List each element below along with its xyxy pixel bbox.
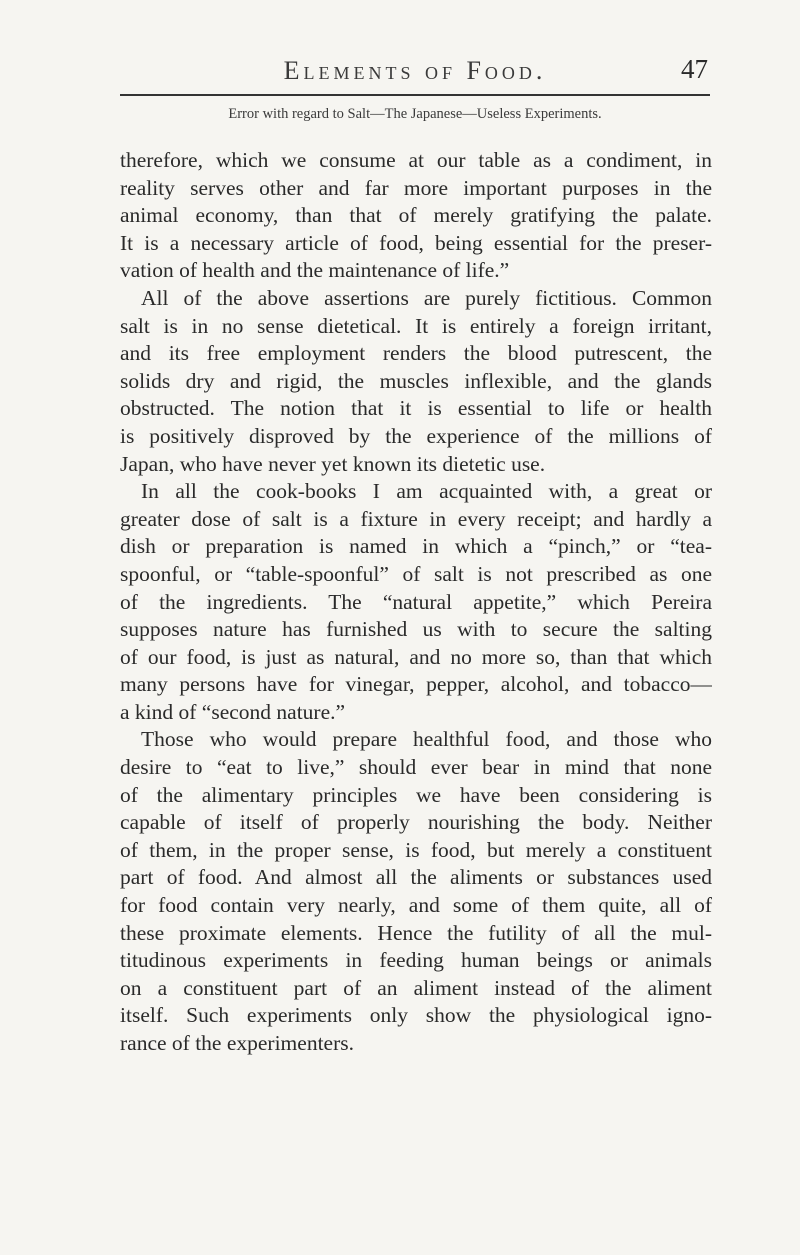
paragraph — [120, 147, 712, 285]
text-line: desire to “eat to live,” should ever bear in mind that none — [120, 755, 712, 780]
text-line: solids dry and rigid, the muscles inflexible, and the glands — [120, 368, 712, 393]
text-line: on a constituent part of an aliment instead of the aliment — [120, 975, 712, 1000]
body-text — [120, 147, 712, 1058]
text-line: therefore, which we consume at our table as a condiment, in — [120, 148, 712, 172]
text-line: is positively disproved by the experience of the millions of — [120, 423, 712, 448]
text-line: many persons have for vinegar, pepper, alcohol, and tobacco— — [120, 672, 712, 697]
paragraph — [120, 285, 712, 478]
text-line: these proximate elements. Hence the futility of all the mul- — [120, 920, 712, 945]
text-line: Japan, who have never yet known its dietetic use. — [120, 451, 546, 476]
text-line: dish or preparation is named in which a “pinch,” or “tea- — [120, 534, 712, 559]
text-line: of them, in the proper sense, is food, but merely a constituent — [120, 837, 712, 862]
text-line: part of food. And almost all the aliments or substances used — [120, 865, 712, 890]
section-subhead: Error with regard to Salt—The Japanese—Useless Experiments. — [228, 106, 602, 122]
text-line: a kind of “second nature.” — [120, 699, 346, 724]
text-line: of our food, is just as natural, and no more so, than that which — [120, 644, 712, 669]
text-line: itself. Such experiments only show the physiological igno- — [120, 1003, 712, 1028]
text-line: supposes nature has furnished us with to secure the salting — [120, 617, 712, 642]
text-line: capable of itself of properly nourishing the body. Neither — [120, 810, 712, 835]
text-line: greater dose of salt is a fixture in every receipt; and hardly a — [120, 506, 712, 531]
text-line: for food contain very nearly, and some of them quite, all of — [120, 893, 712, 918]
text-line: salt is in no sense dietetical. It is entirely a foreign irritant, — [120, 313, 712, 338]
text-line: reality serves other and far more important purposes in the — [120, 175, 712, 200]
text-line: Those who would prepare healthful food, and those who — [141, 727, 712, 752]
page-number: 47 — [681, 54, 708, 84]
text-line: of the alimentary principles we have been considering is — [120, 782, 712, 807]
text-line: In all the cook-books I am acquainted with, a great or — [141, 479, 712, 504]
text-line: and its free employment renders the blood putrescent, the — [120, 341, 712, 366]
running-head — [120, 50, 710, 96]
text-line: titudinous experiments in feeding human beings or animals — [120, 948, 712, 973]
text-line: vation of health and the maintenance of life.” — [120, 258, 510, 283]
paragraph — [120, 478, 712, 726]
text-line: It is a necessary article of food, being essential for the preser- — [120, 230, 712, 255]
paragraph — [120, 726, 712, 1057]
running-title: Elements of Food. — [283, 56, 547, 85]
text-line: All of the above assertions are purely fictitious. Common — [141, 285, 712, 310]
text-line: animal economy, than that of merely gratifying the palate. — [120, 203, 712, 228]
text-line: obstructed. The notion that it is essential to life or health — [120, 396, 712, 421]
text-line: rance of the experimenters. — [120, 1031, 354, 1055]
text-line: spoonful, or “table-spoonful” of salt is not prescribed as one — [120, 561, 712, 586]
text-line: of the ingredients. The “natural appetite,” which Pereira — [120, 589, 712, 614]
